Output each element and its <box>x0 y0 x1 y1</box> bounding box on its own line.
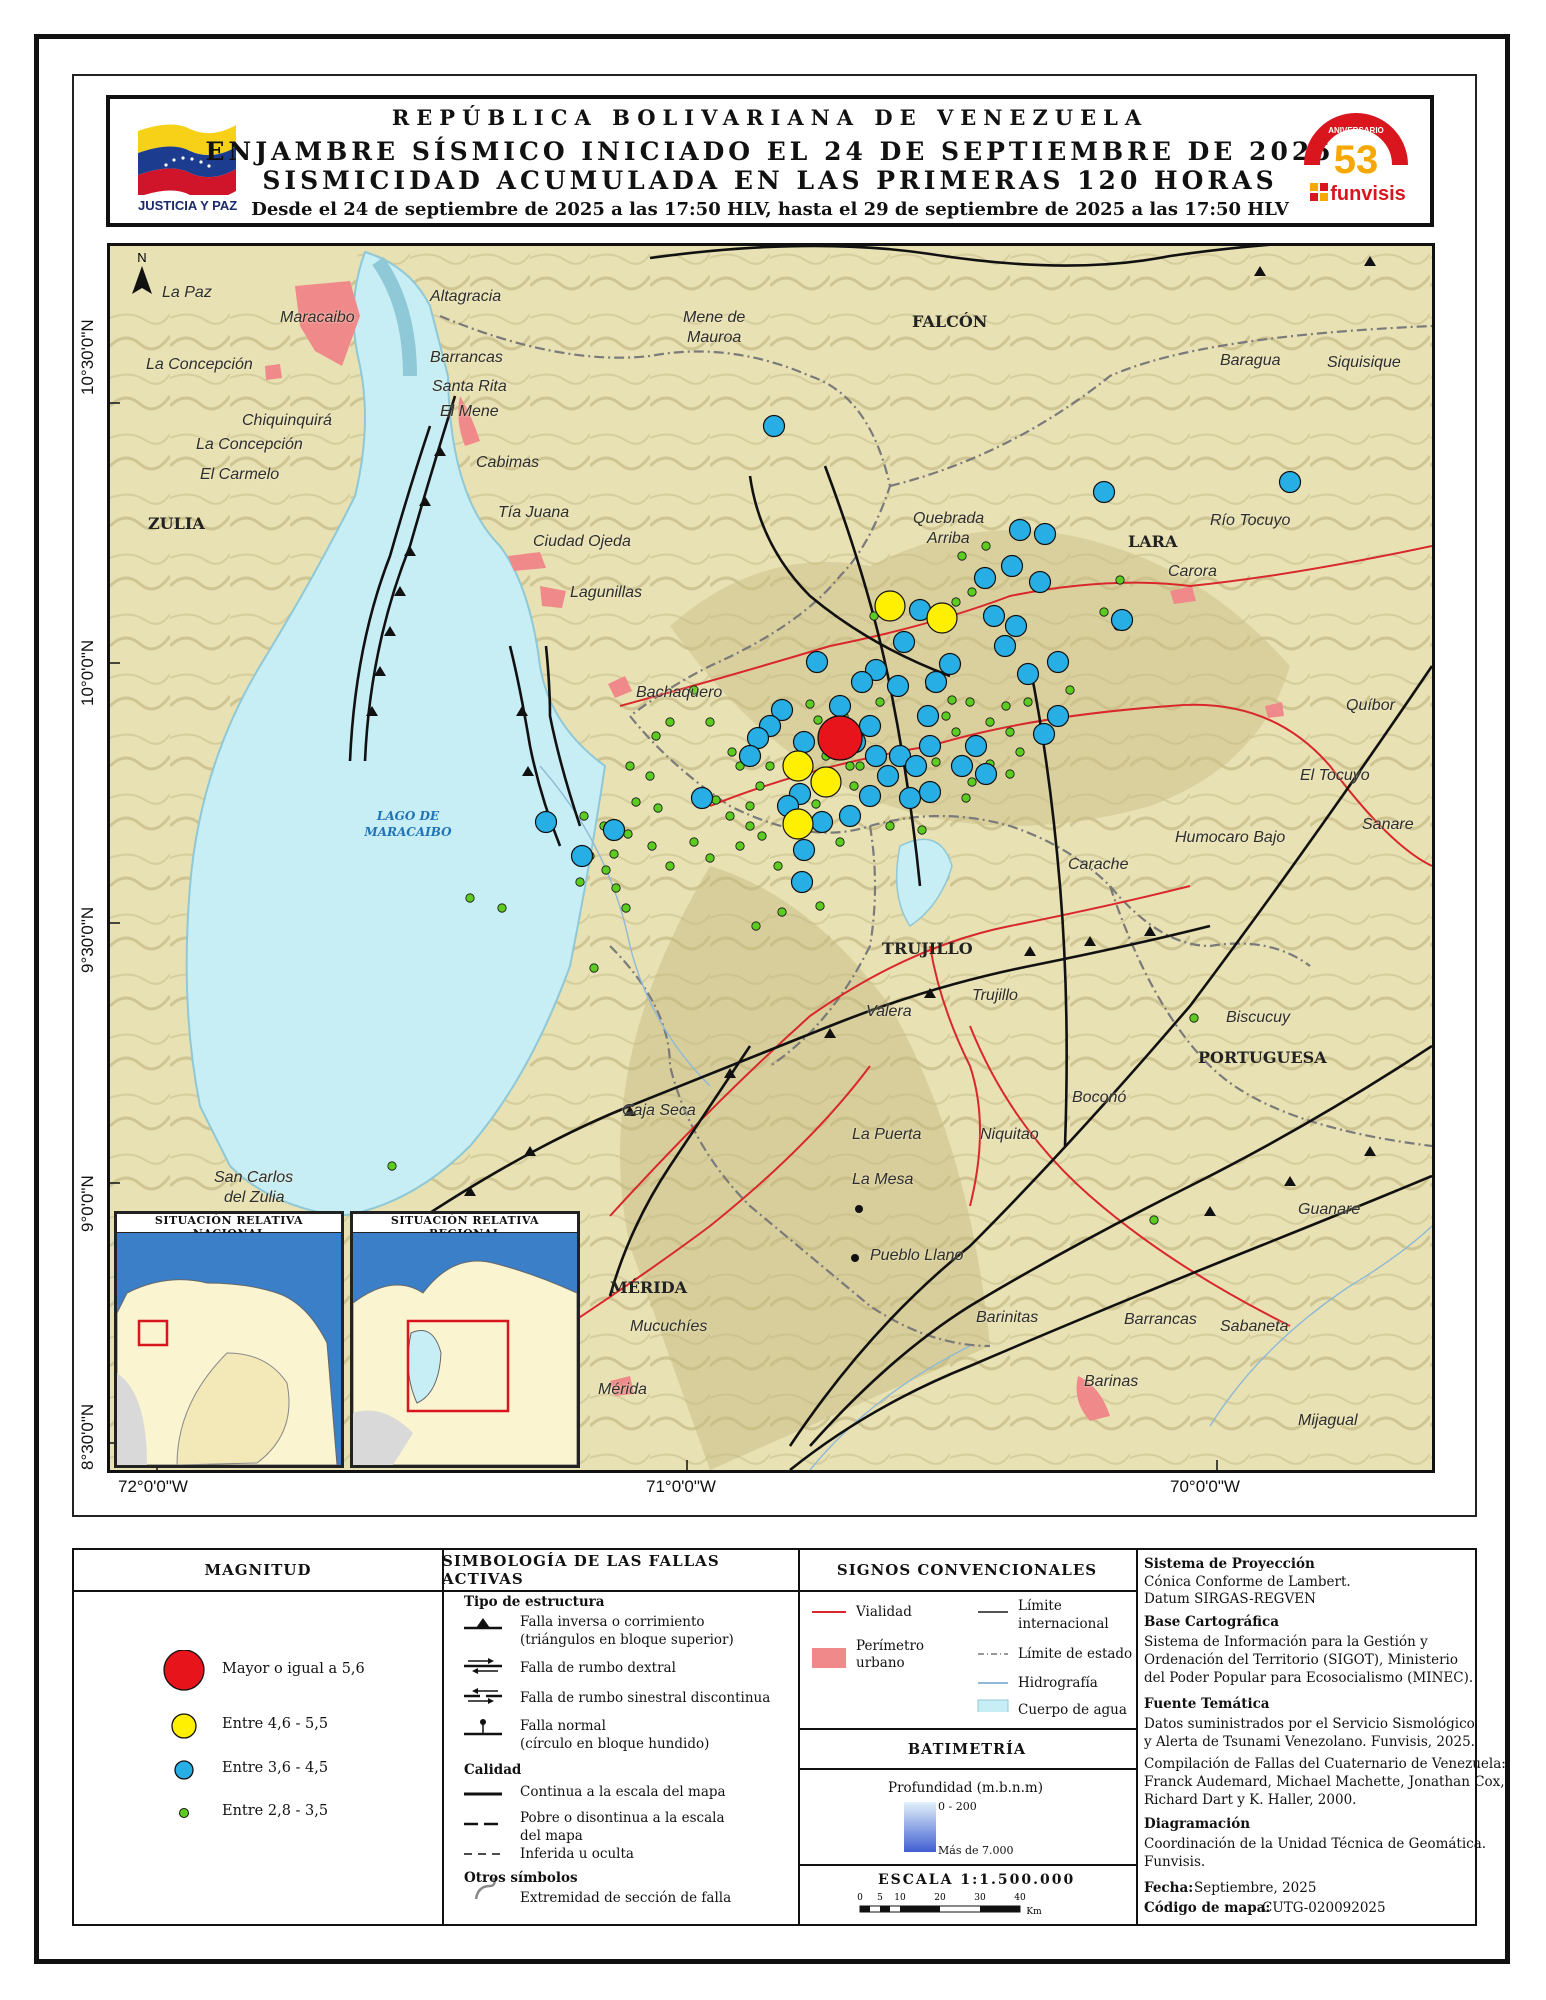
epicenter-strong <box>783 751 813 781</box>
place-barinitas: Barinitas <box>976 1309 1039 1326</box>
svg-text:40: 40 <box>1014 1893 1026 1903</box>
sign-limite-est: Límite de estado <box>1018 1646 1133 1662</box>
epicenter-minor <box>836 838 844 846</box>
place-arriba: Arriba <box>927 530 970 547</box>
place-mauroa: Mauroa <box>687 329 742 346</box>
epicenter-moderate <box>940 654 961 675</box>
epicenter-minor <box>932 758 940 766</box>
epicenter-minor <box>666 862 674 870</box>
lon-label-72: 72°0'0"W <box>118 1477 188 1496</box>
place-sabaneta: Sabaneta <box>1220 1318 1289 1335</box>
epicenter-moderate <box>1034 724 1055 745</box>
epicenter-minor <box>652 732 660 740</box>
inset-national-title: SITUACIÓN RELATIVA <box>117 1214 341 1234</box>
epicenter-moderate <box>866 746 887 767</box>
epicenter-minor <box>948 696 956 704</box>
header-title: ENJAMBRE SÍSMICO INICIADO EL 24 DE SEPTIEMBRE DE 2025 <box>205 137 1335 166</box>
bathymetry-min: 0 - 200 <box>938 1800 977 1813</box>
epicenter-minor <box>626 762 634 770</box>
state-merida: MÉRIDA <box>610 1278 687 1297</box>
scale-bar <box>856 1888 1086 1924</box>
epicenter-moderate <box>995 636 1016 657</box>
bathymetry-ramp <box>904 1802 936 1852</box>
epicenter-minor <box>728 748 736 756</box>
epicenter-moderate <box>792 872 813 893</box>
epicenter-minor <box>666 718 674 726</box>
place-rio-tocuyo: Río Tocuyo <box>1210 512 1291 529</box>
info-base-3: del Poder Popular para Ecosocialismo (MINEC). <box>1144 1670 1474 1686</box>
svg-text:10: 10 <box>894 1893 906 1903</box>
info-source-5: Richard Dart y K. Haller, 2000. <box>1144 1792 1357 1808</box>
epicenter-moderate <box>1010 520 1031 541</box>
place-el-tocuyo: El Tocuyo <box>1300 767 1370 784</box>
epicenter-minor <box>856 762 864 770</box>
epicenter-minor <box>958 552 966 560</box>
epicenter-moderate <box>692 788 713 809</box>
bathymetry-max: Más de 7.000 <box>938 1844 1014 1857</box>
svg-text:Km: Km <box>1026 1907 1042 1917</box>
magnitude-label-1: Mayor o igual a 5,6 <box>222 1661 365 1677</box>
info-source-4: Franck Audemard, Michael Machette, Jonathan Cox, <box>1144 1774 1505 1790</box>
epicenter-minor <box>918 826 926 834</box>
logo-name: funvisis <box>1330 183 1406 205</box>
place-la-concepcion-2: La Concepción <box>196 436 303 453</box>
place-la-mesa: La Mesa <box>852 1171 914 1188</box>
epicenter-moderate <box>1112 610 1133 631</box>
place-santa-rita: Santa Rita <box>432 378 507 395</box>
epicenter-moderate <box>1018 664 1039 685</box>
lon-label-71: 71°0'0"W <box>646 1477 716 1496</box>
place-barinas: Barinas <box>1084 1373 1139 1390</box>
seismicity-map <box>107 243 1435 1473</box>
magnitude-symbols <box>154 1650 214 1850</box>
point-marker <box>851 1254 859 1262</box>
place-quibor: Quíbor <box>1346 697 1395 714</box>
epicenter-minor <box>846 762 854 770</box>
epicenter-strong <box>811 767 841 797</box>
epicenter-minor <box>1006 728 1014 736</box>
epicenter-moderate <box>860 786 881 807</box>
epicenter-minor <box>590 964 598 972</box>
epicenter-minor <box>706 718 714 726</box>
place-bachaquero: Bachaquero <box>636 684 723 701</box>
funvisis-anniversary-logo <box>1300 105 1412 221</box>
epicenter-moderate <box>1094 482 1115 503</box>
faults-extremidad: Extremidad de sección de falla <box>520 1890 732 1906</box>
epicenter-minor <box>968 778 976 786</box>
place-carora: Carora <box>1168 563 1217 580</box>
info-source-1: Datos suministrados por el Servicio Sismológico <box>1144 1716 1475 1732</box>
place-el-mene: El Mene <box>440 403 499 420</box>
epicenter-moderate <box>976 764 997 785</box>
place-niquitao: Niquitao <box>980 1126 1039 1143</box>
epicenter-moderate <box>900 788 921 809</box>
sinistral-fault-icon <box>464 1688 502 1704</box>
epicenter-minor <box>624 830 632 838</box>
water-body-symbol <box>978 1700 1008 1712</box>
place-humocaro-bajo: Humocaro Bajo <box>1175 829 1286 846</box>
legend-magnitude-title: MAGNITUD <box>74 1550 442 1592</box>
info-base-2: Ordenación del Territorio (SIGOT), Ministerio <box>1144 1652 1458 1668</box>
info-projection-2: Datum SIRGAS-REGVEN <box>1144 1591 1316 1607</box>
epicenter-minor <box>690 838 698 846</box>
epicenter-minor <box>654 804 662 812</box>
place-maracaibo: Maracaibo <box>280 309 355 326</box>
scale-title: ESCALA 1:1.500.000 <box>878 1872 1076 1888</box>
epicenter-moderate <box>1030 572 1051 593</box>
epicenter-minor <box>646 772 654 780</box>
epicenter-moderate <box>1035 524 1056 545</box>
epicenter-minor <box>1116 576 1124 584</box>
sign-limite-int-1: Límite <box>1018 1598 1062 1614</box>
info-source-title: Fuente Temática <box>1144 1696 1270 1712</box>
place-el-carmelo: El Carmelo <box>200 466 280 483</box>
info-date-label: Fecha: <box>1144 1880 1194 1896</box>
place-del-zulia: del Zulia <box>224 1189 285 1206</box>
epicenter-minor <box>576 878 584 886</box>
epicenter-minor <box>1100 608 1108 616</box>
magnitude-symbol-small <box>175 1761 193 1779</box>
epicenter-minor <box>966 698 974 706</box>
epicenter-moderate <box>764 416 785 437</box>
dextral-fault-icon <box>464 1658 502 1674</box>
place-guanare: Guanare <box>1298 1201 1361 1218</box>
magnitude-symbol-large <box>164 1650 204 1690</box>
epicenter-minor <box>1006 770 1014 778</box>
header-subtitle: SISMICIDAD ACUMULADA EN LAS PRIMERAS 120 HORAS <box>262 166 1278 195</box>
place-merida: Mérida <box>598 1381 647 1398</box>
epicenter-minor <box>622 904 630 912</box>
place-la-paz: La Paz <box>162 284 212 301</box>
place-altagracia: Altagracia <box>430 288 502 305</box>
info-base-title: Base Cartográfica <box>1144 1614 1279 1630</box>
epicenter-minor <box>1150 1216 1158 1224</box>
epicenter-minor <box>952 728 960 736</box>
epicenter-minor <box>466 894 474 902</box>
epicenter-minor <box>612 884 620 892</box>
place-san-carlos: San Carlos <box>214 1169 294 1186</box>
point-marker <box>855 1205 863 1213</box>
epicenter-minor <box>952 598 960 606</box>
epicenter-minor <box>1002 702 1010 710</box>
epicenter-minor <box>812 800 820 808</box>
bathymetry-depth-label: Profundidad (m.b.n.m) <box>888 1780 1043 1796</box>
info-diagram-title: Diagramación <box>1144 1816 1251 1832</box>
epicenter-moderate <box>966 736 987 757</box>
info-code-value: CUTG-020092025 <box>1262 1900 1386 1916</box>
place-chiquinquira: Chiquinquirá <box>242 412 332 429</box>
place-mene-de: Mene de <box>683 309 746 326</box>
inset-national-map <box>117 1233 341 1465</box>
faults-other-heading: Otros símbolos <box>464 1870 578 1886</box>
info-diagram-1: Coordinación de la Unidad Técnica de Geomática. <box>1144 1836 1487 1852</box>
place-la-puerta: La Puerta <box>852 1126 922 1143</box>
epicenter-moderate <box>807 652 828 673</box>
urban-symbol <box>812 1648 846 1668</box>
epicenter-moderate <box>812 812 833 833</box>
faults-normal-2: (círculo en bloque hundido) <box>520 1736 710 1752</box>
faults-normal-1: Falla normal <box>520 1718 606 1734</box>
epicenter-minor <box>816 902 824 910</box>
svg-text:20: 20 <box>934 1893 946 1903</box>
epicenter-minor <box>746 822 754 830</box>
info-base-1: Sistema de Información para la Gestión y <box>1144 1634 1428 1650</box>
info-source-3: Compilación de Fallas del Cuaternario de Venezuela: <box>1144 1756 1506 1772</box>
legend-faults <box>442 1550 800 1924</box>
lat-label-1030: 10°30'0"N <box>78 319 97 395</box>
magnitude-symbol-tiny <box>180 1809 189 1818</box>
epicenter-moderate <box>860 716 881 737</box>
legend-info <box>1136 1550 1506 1924</box>
sign-limite-int-2: internacional <box>1018 1616 1109 1632</box>
epicenter-moderate <box>888 676 909 697</box>
epicenter-minor <box>968 588 976 596</box>
place-trujillo: Trujillo <box>972 987 1018 1004</box>
info-code-label: Código de mapa: <box>1144 1900 1271 1916</box>
sign-perimetro-1: Perímetro <box>856 1638 925 1654</box>
sign-hidrografia: Hidrografía <box>1018 1675 1098 1691</box>
inset-regional-map <box>353 1233 577 1465</box>
legend-faults-title: SIMBOLOGÍA DE LAS FALLAS ACTIVAS <box>442 1550 798 1592</box>
legend-magnitude <box>74 1550 444 1924</box>
epicenter-minor <box>886 822 894 830</box>
faults-inferida: Inferida u oculta <box>520 1846 634 1862</box>
epicenter-minor <box>648 842 656 850</box>
place-carache: Carache <box>1068 856 1129 873</box>
epicenter-minor <box>942 712 950 720</box>
epicenter-moderate <box>852 672 873 693</box>
epicenter-minor <box>1190 1014 1198 1022</box>
lat-label-900: 9°0'0"N <box>78 1175 97 1232</box>
epicenter-strong <box>927 603 957 633</box>
epicenter-minor <box>388 1162 396 1170</box>
epicenter-minor <box>756 782 764 790</box>
place-barrancas-2: Barrancas <box>1124 1311 1197 1328</box>
epicenter-strong <box>875 591 905 621</box>
state-falcon: FALCÓN <box>912 312 988 331</box>
place-barrancas-1: Barrancas <box>430 349 503 366</box>
lon-label-70: 70°0'0"W <box>1170 1477 1240 1496</box>
epicenter-minor <box>986 718 994 726</box>
epicenter-moderate <box>794 732 815 753</box>
place-quebrada: Quebrada <box>913 510 985 527</box>
legend-signs <box>798 1550 1138 1924</box>
epicenter-moderate <box>894 632 915 653</box>
lat-label-1000: 10°0'0"N <box>78 639 97 706</box>
place-mucuchies: Mucuchíes <box>630 1318 708 1335</box>
faults-pobre-2: del mapa <box>520 1828 583 1844</box>
epicenter-moderate <box>975 568 996 589</box>
magnitude-label-4: Entre 2,8 - 3,5 <box>222 1803 329 1819</box>
place-ciudad-ojeda: Ciudad Ojeda <box>533 533 631 550</box>
title-block <box>106 95 1434 227</box>
fault-symbols <box>462 1614 506 1904</box>
faults-continua: Continua a la escala del mapa <box>520 1784 726 1800</box>
faults-inversa-1: Falla inversa o corrimiento <box>520 1614 705 1630</box>
state-trujillo: TRUJILLO <box>882 939 973 958</box>
sign-vialidad: Vialidad <box>856 1604 912 1620</box>
epicenter-moderate <box>878 766 899 787</box>
bathymetry-title: BATIMETRÍA <box>798 1730 1136 1770</box>
epicenter-minor <box>962 794 970 802</box>
info-projection-1: Cónica Conforme de Lambert. <box>1144 1574 1351 1590</box>
epicenter-moderate <box>906 756 927 777</box>
epicenter-minor <box>982 542 990 550</box>
epicenter-moderate <box>952 756 973 777</box>
faults-quality-heading: Calidad <box>464 1762 522 1778</box>
epicenter-moderate <box>830 696 851 717</box>
place-caja-seca: Caja Seca <box>622 1102 696 1119</box>
place-sanare: Sanare <box>1362 816 1414 833</box>
header-country: REPÚBLICA BOLIVARIANA DE VENEZUELA <box>391 105 1149 130</box>
epicenter-minor <box>602 866 610 874</box>
epicenter-minor <box>736 842 744 850</box>
epicenter-minor <box>580 812 588 820</box>
svg-text:5: 5 <box>877 1893 883 1903</box>
place-tia-juana: Tía Juana <box>498 504 570 521</box>
epicenter-moderate <box>794 840 815 861</box>
info-date-value: Septiembre, 2025 <box>1194 1880 1317 1896</box>
place-la-concepcion-1: La Concepción <box>146 356 253 373</box>
epicenter-moderate <box>1280 472 1301 493</box>
epicenter-moderate <box>740 746 761 767</box>
epicenter-minor <box>850 782 858 790</box>
epicenter-minor <box>1066 686 1074 694</box>
svg-text:MARACAIBO: MARACAIBO <box>364 825 452 839</box>
state-portuguesa: PORTUGUESA <box>1198 1048 1327 1067</box>
faults-dextral: Falla de rumbo dextral <box>520 1660 676 1676</box>
state-lara: LARA <box>1128 532 1178 551</box>
faults-inversa-2: (triángulos en bloque superior) <box>520 1632 734 1648</box>
epicenter-minor <box>498 904 506 912</box>
epicenter-major <box>818 716 862 760</box>
place-bocono: Boconó <box>1072 1089 1127 1106</box>
logo-arc-text: ANIVERSARIO <box>1328 126 1384 135</box>
epicenter-moderate <box>926 672 947 693</box>
epicenter-minor <box>746 802 754 810</box>
magnitude-symbol-medium <box>172 1714 196 1738</box>
funvisis-mark-icon <box>1310 183 1328 201</box>
epicenter-minor <box>610 850 618 858</box>
epicenter-moderate <box>536 812 557 833</box>
epicenter-minor <box>876 698 884 706</box>
place-siquisique: Siquisique <box>1327 354 1401 371</box>
epicenter-minor <box>1024 698 1032 706</box>
epicenter-strong <box>783 809 813 839</box>
epicenter-minor <box>1016 748 1024 756</box>
svg-text:N: N <box>137 250 147 265</box>
epicenter-moderate <box>984 606 1005 627</box>
epicenter-moderate <box>918 706 939 727</box>
left-logo-text: JUSTICIA Y PAZ <box>138 198 238 213</box>
epicenter-minor <box>632 798 640 806</box>
epicenter-moderate <box>1048 706 1069 727</box>
epicenter-moderate <box>572 846 593 867</box>
header-daterange: Desde el 24 de septiembre de 2025 a las 17:50 HLV, hasta el 29 de septiembre de 2025 a las 17:50 HLV <box>251 199 1289 220</box>
svg-text:0: 0 <box>857 1893 863 1903</box>
epicenter-moderate <box>1048 652 1069 673</box>
epicenter-minor <box>726 812 734 820</box>
epicenter-minor <box>774 862 782 870</box>
logo-number: 53 <box>1333 138 1379 182</box>
inset-regional-title: SITUACIÓN RELATIVA <box>353 1214 577 1234</box>
place-valera: Valera <box>866 1003 912 1020</box>
epicenter-minor <box>814 716 822 724</box>
legend-signs-title: SIGNOS CONVENCIONALES <box>798 1550 1136 1592</box>
epicenter-minor <box>766 762 774 770</box>
place-biscucuy: Biscucuy <box>1226 1009 1291 1026</box>
state-zulia: ZULIA <box>148 514 205 533</box>
svg-text:30: 30 <box>974 1893 986 1903</box>
epicenter-moderate <box>920 782 941 803</box>
lat-label-830: 8°30'0"N <box>78 1403 97 1470</box>
sign-cuerpo-agua: Cuerpo de agua <box>1018 1702 1127 1718</box>
epicenter-moderate <box>920 736 941 757</box>
epicenter-minor <box>778 908 786 916</box>
place-cabimas: Cabimas <box>476 454 540 471</box>
info-projection-title: Sistema de Proyección <box>1144 1556 1315 1572</box>
epicenter-minor <box>806 700 814 708</box>
place-mijagual: Mijagual <box>1298 1412 1358 1429</box>
magnitude-label-3: Entre 3,6 - 4,5 <box>222 1760 329 1776</box>
sign-perimetro-2: urbano <box>856 1655 905 1671</box>
epicenter-moderate <box>840 806 861 827</box>
inset-regional <box>350 1211 580 1468</box>
place-baragua: Baragua <box>1220 352 1281 369</box>
inset-national <box>114 1211 344 1468</box>
epicenter-moderate <box>1006 616 1027 637</box>
faults-pobre-1: Pobre o disontinua a la escala <box>520 1810 725 1826</box>
epicenter-minor <box>752 922 760 930</box>
epicenter-minor <box>706 854 714 862</box>
place-pueblo-llano: Pueblo Llano <box>870 1247 964 1264</box>
info-diagram-2: Funvisis. <box>1144 1854 1206 1870</box>
legend-panel <box>72 1548 1506 1926</box>
place-lagunillas: Lagunillas <box>570 584 643 601</box>
info-source-2: y Alerta de Tsunami Venezolano. Funvisis, 2025. <box>1144 1734 1475 1750</box>
normal-fault-icon <box>464 1719 502 1734</box>
faults-sinestral: Falla de rumbo sinestral discontinua <box>520 1690 771 1706</box>
magnitude-label-2: Entre 4,6 - 5,5 <box>222 1716 329 1732</box>
svg-text:LAGO DE: LAGO DE <box>376 809 440 823</box>
faults-type-heading: Tipo de estructura <box>464 1594 605 1610</box>
epicenter-minor <box>758 832 766 840</box>
lat-label-930: 9°30'0"N <box>78 906 97 973</box>
epicenter-moderate <box>1002 556 1023 577</box>
epicenter-moderate <box>604 820 625 841</box>
